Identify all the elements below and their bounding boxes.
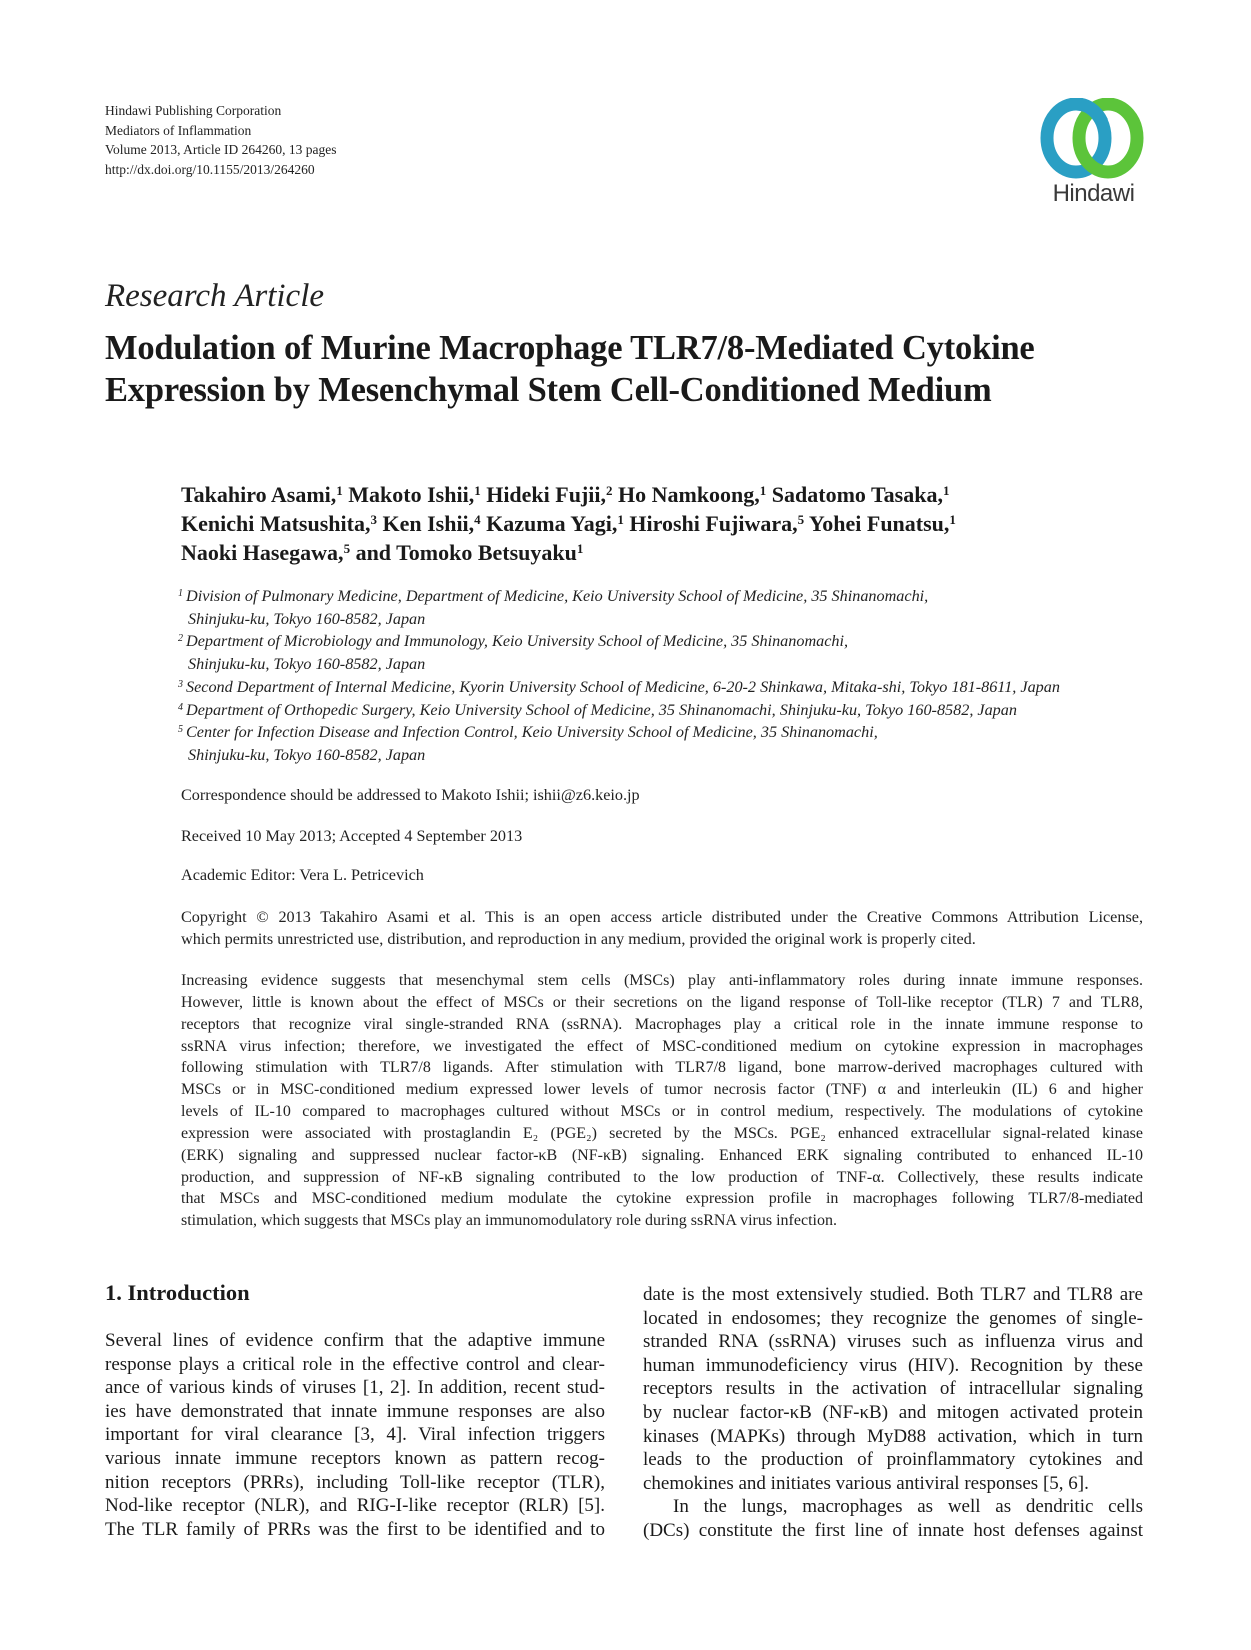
author-name: Takahiro Asami, bbox=[181, 482, 337, 507]
volume-info: Volume 2013, Article ID 264260, 13 pages bbox=[105, 142, 337, 158]
affiliation-number: 4 bbox=[178, 701, 183, 713]
title-line: Modulation of Murine Macrophage TLR7/8-Mediated Cytokine bbox=[105, 329, 1035, 367]
article-title bbox=[105, 327, 1165, 411]
abstract-line: levels of IL-10 compared to macrophages cultured without MSCs or in control medium, respectively. The modulations of cytokine bbox=[181, 1103, 1143, 1121]
abstract-line: MSCs or in MSC-conditioned medium expressed lower levels of tumor necrosis factor (TNF) α and interleukin (IL) 6 and higher bbox=[181, 1081, 1143, 1099]
hindawi-rings-icon bbox=[1036, 98, 1151, 180]
body-text-line: response plays a critical role in the effective control and clear- bbox=[105, 1353, 605, 1375]
body-text-line: kinases (MAPKs) through MyD88 activation, which in turn bbox=[643, 1425, 1143, 1447]
affiliation-number: 2 bbox=[178, 633, 183, 645]
body-text-line: important for viral clearance [3, 4]. Viral infection triggers bbox=[105, 1424, 605, 1446]
abstract-line: Increasing evidence suggests that mesenchymal stem cells (MSCs) play anti-inflammatory roles during innate immune responses. bbox=[181, 972, 1143, 989]
affiliation-line bbox=[178, 653, 1060, 676]
body-text-line: various innate immune receptors known as pattern recog- bbox=[105, 1447, 605, 1469]
author-line bbox=[181, 480, 956, 509]
author-affiliation-number: 4 bbox=[474, 512, 481, 527]
affiliation-line bbox=[178, 585, 1060, 608]
affiliation-number: 5 bbox=[178, 724, 183, 736]
copyright-line: which permits unrestricted use, distribution, and reproduction in any medium, provided the original work is properly cited. bbox=[181, 930, 976, 948]
academic-editor: Academic Editor: Vera L. Petricevich bbox=[181, 866, 424, 884]
abstract-line: However, little is known about the effect of MSCs or their secretions on the ligand response of Toll-like receptor (TLR) 7 and TLR8, bbox=[181, 993, 1143, 1011]
abstract-line: production, and suppression of NF-κB signaling contributed to the low production of TNF-α. Collectively, these results indicate bbox=[181, 1168, 1143, 1186]
affiliation-line bbox=[178, 721, 1060, 744]
journal-name: Mediators of Inflammation bbox=[105, 122, 252, 138]
author-name: Hideki Fujii, bbox=[486, 482, 606, 507]
body-column-left bbox=[105, 1329, 605, 1541]
body-text-line: receptors results in the activation of intracellular signaling bbox=[643, 1378, 1143, 1400]
author-affiliation-number: 1 bbox=[617, 512, 624, 527]
affiliation-line bbox=[178, 630, 1060, 653]
author-affiliation-number: 5 bbox=[797, 512, 805, 527]
author-list bbox=[181, 480, 956, 567]
body-text-line: human immunodeficiency virus (HIV). Recognition by these bbox=[643, 1354, 1143, 1376]
author-name: Yohei Funatsu, bbox=[808, 511, 950, 536]
author-name: Ken Ishii, bbox=[382, 511, 475, 536]
logo-wordmark: Hindawi bbox=[1052, 180, 1135, 207]
affiliation-text: Division of Pulmonary Medicine, Department of Medicine, Keio University School of Medicine, 35 Shinanomachi, bbox=[186, 587, 929, 605]
affiliation-text: Second Department of Internal Medicine, Kyorin University School of Medicine, 6-20-2 Shinkawa, Mitaka-shi, Tokyo 181-8611, Japan bbox=[186, 677, 1060, 696]
journal-header bbox=[105, 101, 336, 179]
affiliation-line bbox=[178, 699, 1060, 722]
author-line bbox=[181, 509, 956, 538]
affiliation-text: Department of Microbiology and Immunology, Keio University School of Medicine, 35 Shinanomachi, bbox=[186, 632, 849, 651]
copyright-notice bbox=[181, 906, 1143, 950]
affiliation-line bbox=[178, 744, 1060, 767]
affiliation-line bbox=[178, 608, 1060, 631]
section-heading-introduction: 1. Introduction bbox=[105, 1280, 250, 1305]
body-text-line: In the lungs, macrophages as well as dendritic cells bbox=[673, 1496, 1143, 1518]
author-name: Kazuma Yagi, bbox=[486, 511, 618, 536]
author-name: Naoki Hasegawa, bbox=[181, 540, 344, 565]
author-name: Sadatomo Tasaka, bbox=[771, 482, 943, 507]
affiliation-number: 1 bbox=[178, 588, 183, 599]
article-type: Research Article bbox=[105, 278, 325, 314]
affiliation-number: 3 bbox=[178, 678, 183, 690]
abstract-line: that MSCs and MSC-conditioned medium modulate the cytokine expression profile in macrophages following TLR7/8-mediated bbox=[181, 1190, 1143, 1208]
body-text-line: (DCs) constitute the first line of innate host defenses against bbox=[643, 1519, 1143, 1541]
abstract-line: ssRNA virus infection; therefore, we investigated the effect of MSC-conditioned medium on cytokine expression in macrophages bbox=[181, 1037, 1143, 1055]
affiliation-text: Shinjuku-ku, Tokyo 160-8582, Japan bbox=[188, 655, 426, 674]
abstract-line: expression were associated with prostaglandin E₂ (PGE₂) secreted by the MSCs. PGE₂ enhanced extracellular signal-related kinase bbox=[181, 1124, 1143, 1142]
body-text-line: date is the most extensively studied. Both TLR7 and TLR8 are bbox=[643, 1284, 1143, 1305]
author-affiliation-number: 1 bbox=[336, 483, 343, 498]
body-text-line: nition receptors (PRRs), including Toll-like receptor (TLR), bbox=[105, 1471, 605, 1493]
author-affiliation-number: 3 bbox=[370, 512, 377, 527]
body-text-line: ance of various kinds of viruses [1, 2]. In addition, recent stud- bbox=[105, 1377, 605, 1399]
affiliation-text: Shinjuku-ku, Tokyo 160-8582, Japan bbox=[188, 609, 426, 628]
body-text-line: located in endosomes; they recognize the genomes of single- bbox=[643, 1307, 1143, 1329]
author-name: and Tomoko Betsuyaku bbox=[355, 540, 577, 565]
body-text-line: stranded RNA (ssRNA) viruses such as influenza virus and bbox=[643, 1331, 1143, 1353]
body-column-right bbox=[643, 1283, 1143, 1543]
abstract bbox=[181, 970, 1143, 1232]
abstract-line: receptors that recognize viral single-stranded RNA (ssRNA). Macrophages play a critical role in the innate immune response to bbox=[181, 1015, 1143, 1033]
body-text-line: Several lines of evidence confirm that the adaptive immune bbox=[105, 1330, 605, 1351]
body-text-line: ies have demonstrated that innate immune responses are also bbox=[105, 1400, 605, 1422]
author-name: Makoto Ishii, bbox=[348, 482, 475, 507]
author-name: Kenichi Matsushita, bbox=[181, 511, 371, 536]
author-name: Hiroshi Fujiwara, bbox=[629, 511, 798, 536]
affiliation-line bbox=[178, 676, 1060, 699]
author-name: Ho Namkoong, bbox=[618, 482, 760, 507]
hindawi-logo bbox=[1036, 98, 1151, 213]
author-line bbox=[181, 538, 956, 567]
title-line: Expression by Mesenchymal Stem Cell-Conditioned Medium bbox=[105, 371, 992, 409]
body-text-line: chemokines and initiates various antiviral responses [5, 6]. bbox=[643, 1472, 1089, 1494]
publisher: Hindawi Publishing Corporation bbox=[105, 103, 282, 118]
affiliations bbox=[178, 585, 1060, 767]
author-affiliation-number: 1 bbox=[576, 541, 584, 556]
affiliation-text: Department of Orthopedic Surgery, Keio University School of Medicine, 35 Shinanomachi, Shinjuku-ku, Tokyo 160-8582, Japan bbox=[186, 700, 1017, 719]
abstract-line: stimulation, which suggests that MSCs play an immunomodulatory role during ssRNA virus infection. bbox=[181, 1212, 837, 1230]
author-affiliation-number: 2 bbox=[606, 483, 613, 498]
body-text-line: leads to the production of proinflammatory cytokines and bbox=[643, 1449, 1143, 1471]
author-affiliation-number: 1 bbox=[474, 483, 481, 498]
body-text-line: Nod-like receptor (NLR), and RIG-I-like receptor (RLR) [5]. bbox=[105, 1495, 605, 1517]
author-affiliation-number: 1 bbox=[759, 483, 767, 498]
affiliation-text: Shinjuku-ku, Tokyo 160-8582, Japan bbox=[188, 745, 426, 764]
author-affiliation-number: 1 bbox=[942, 483, 950, 498]
correspondence: Correspondence should be addressed to Makoto Ishii; ishii@z6.keio.jp bbox=[181, 786, 640, 804]
doi-link[interactable]: http://dx.doi.org/10.1155/2013/264260 bbox=[105, 161, 315, 177]
received-dates: Received 10 May 2013; Accepted 4 September 2013 bbox=[181, 827, 523, 845]
copyright-line: Copyright © 2013 Takahiro Asami et al. This is an open access article distributed under the Creative Commons Attribution License, bbox=[181, 908, 1143, 926]
body-text-line: by nuclear factor-κB (NF-κB) and mitogen activated protein bbox=[643, 1401, 1143, 1423]
author-affiliation-number: 1 bbox=[949, 512, 956, 527]
body-text-line: The TLR family of PRRs was the first to be identified and to bbox=[105, 1518, 605, 1540]
abstract-line: following stimulation with TLR7/8 ligands. After stimulation with TLR7/8 ligand, bone marrow-derived macrophages cultured with bbox=[181, 1059, 1143, 1077]
affiliation-text: Center for Infection Disease and Infection Control, Keio University School of Medicine, 35 Shinanomachi, bbox=[186, 723, 878, 742]
abstract-line: (ERK) signaling and suppressed nuclear factor-κB (NF-κB) signaling. Enhanced ERK signaling contributed to enhanced IL-10 bbox=[181, 1146, 1143, 1164]
author-affiliation-number: 5 bbox=[343, 541, 351, 556]
